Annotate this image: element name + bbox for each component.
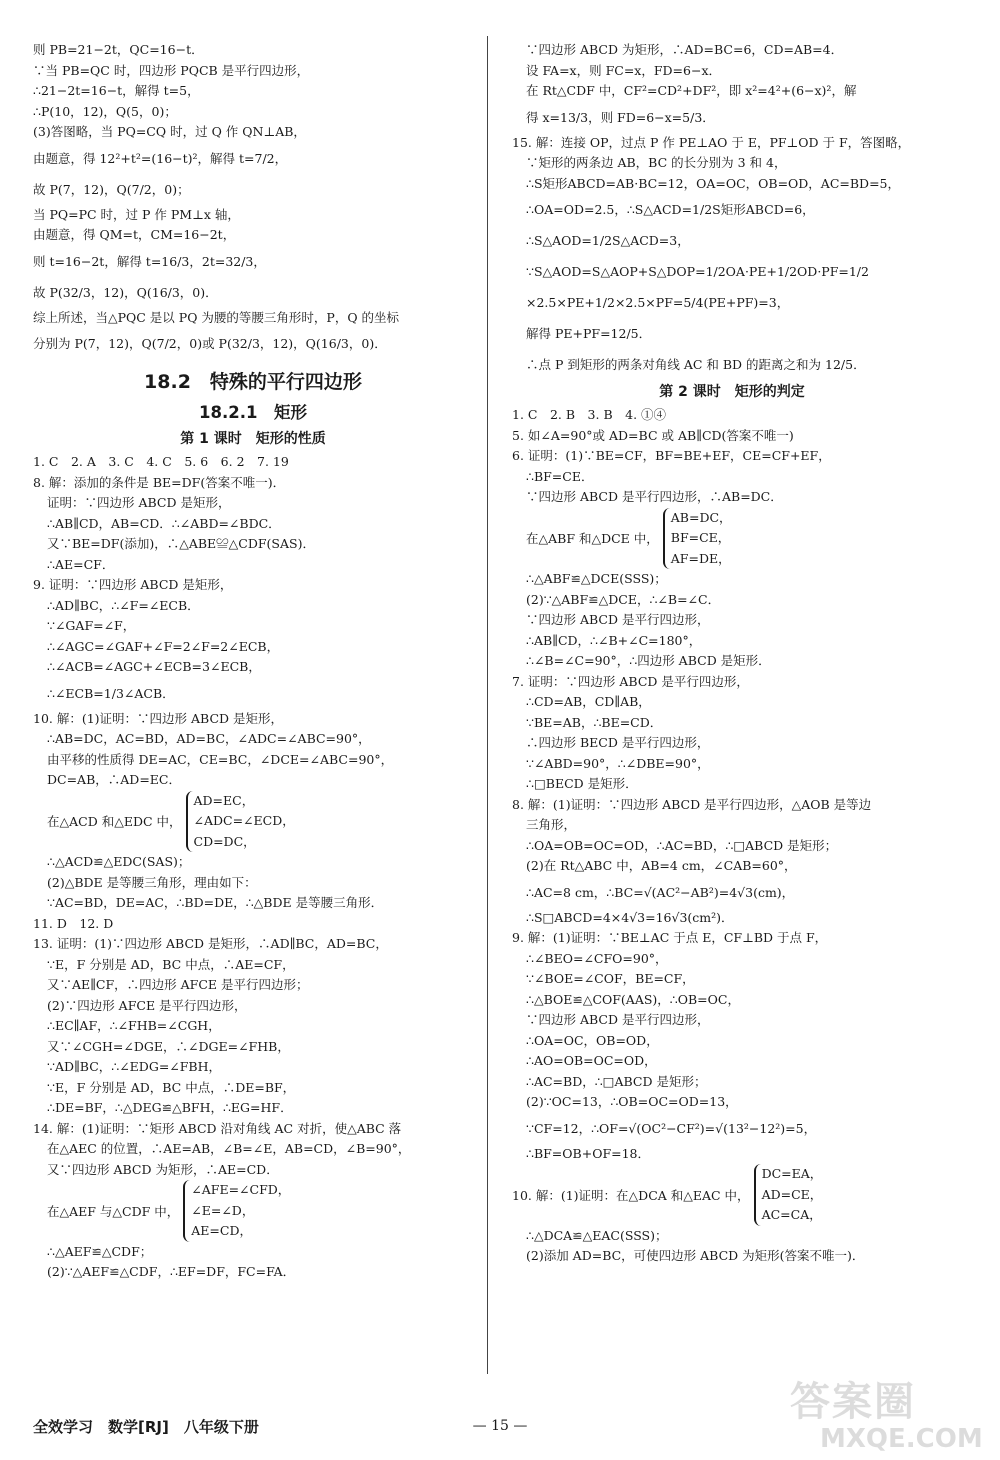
brace-condition: AD=EC， xyxy=(193,792,255,808)
right-column xyxy=(512,40,952,1267)
answer-line: ∴△ABF≌△DCE(SSS)； xyxy=(526,571,667,586)
answer-line: ∴AB∥CD，AB=CD．∴∠ABD=∠BDC． xyxy=(47,515,281,531)
answer-line: ∴□BECD 是矩形． xyxy=(526,776,638,791)
answer-line: 又∵AE∥CF，∴四边形 AFCE 是平行四边形； xyxy=(47,977,309,992)
footer-book-title: 全效学习 数学[RJ] 八年级下册 xyxy=(33,1418,259,1436)
answer-line: (2)∵四边形 AFCE 是平行四边形， xyxy=(47,997,247,1013)
answer-line: 6. 证明：(1)∵BE=CF，BF=BE+EF，CE=CF+EF， xyxy=(512,448,831,463)
equation-system-label: 10. 解：(1)证明：在△DCA 和△EAC 中， xyxy=(512,1187,750,1203)
answer-line: (2)在 Rt△ABC 中，AB=4 cm，∠CAB=60°， xyxy=(526,858,797,873)
answer-line: 11. D 12. D xyxy=(33,915,114,931)
answer-line: 5. 如∠A=90°或 AD=BC 或 AB∥CD(答案不唯一) xyxy=(512,427,794,443)
answer-line: ∵BE=AB，∴BE=CD． xyxy=(526,714,663,730)
answer-line: ∴DE=BF，∴△DEG≌△BFH，∴EG=HF． xyxy=(47,1100,293,1115)
answer-line: 由题意，得 12²+t²=(16−t)²，解得 t=7/2， xyxy=(33,150,288,166)
brace-condition: BF=CE， xyxy=(670,530,731,545)
answer-line: 设 FA=x，则 FC=x，FD=6−x． xyxy=(526,62,721,78)
answer-line: ∵四边形 ABCD 为矩形，∴AD=BC=6，CD=AB=4． xyxy=(526,42,844,57)
answer-line: ∴AC=8 cm，∴BC=√(AC²−AB²)=4√3(cm)， xyxy=(526,884,795,900)
answer-line: (3)答图略，当 PQ=CQ 时，过 Q 作 QN⊥AB， xyxy=(33,124,306,139)
watermark-text: 答案圈 xyxy=(790,1379,916,1425)
answer-line: ∴AD∥BC，∴∠F=∠ECB． xyxy=(47,597,200,613)
answer-line: 由平移的性质得 DE=AC，CE=BC，∠DCE=∠ABC=90°， xyxy=(47,751,394,767)
answer-line: ∴S△AOD=1/2S△ACD=3， xyxy=(526,233,690,248)
answer-line: ∴AC=BD，∴□ABCD 是矩形； xyxy=(526,1073,707,1089)
answer-line: ∵四边形 ABCD 是平行四边形，∴AB=DC． xyxy=(526,489,783,504)
answer-line: ∵四边形 ABCD 是平行四边形， xyxy=(526,612,710,627)
brace-condition: DC=EA， xyxy=(761,1166,823,1181)
answer-line: ∴BF=OB+OF=18． xyxy=(526,1145,650,1161)
answer-line: 7. 证明：∵四边形 ABCD 是平行四边形， xyxy=(512,673,749,689)
brace-condition: ∠ADC=∠ECD， xyxy=(193,813,295,828)
answer-line: ∴△AEF≌△CDF； xyxy=(47,1243,153,1259)
answer-line: ∴∠BEO=∠CFO=90°， xyxy=(526,950,668,966)
answer-line: 则 PB=21−2t，QC=16−t． xyxy=(33,42,204,57)
answer-line: 在△AEC 的位置，∴AE=AB，∠B=∠E，AB=CD，∠B=90°， xyxy=(47,1141,411,1156)
answer-line: 又∵∠CGH=∠DGE，∴∠DGE=∠FHB， xyxy=(47,1038,290,1054)
answer-line: 13. 证明：(1)∵四边形 ABCD 是矩形，∴AD∥BC，AD=BC， xyxy=(33,936,388,951)
answer-line: ∴△ACD≌△EDC(SAS)； xyxy=(47,854,191,869)
equation-system xyxy=(33,791,473,853)
answer-line: 10. 解：(1)证明：∵四边形 ABCD 是矩形， xyxy=(33,710,284,726)
answer-line: 故 P(7，12)，Q(7/2，0)； xyxy=(33,181,190,197)
answer-line: ∴S矩形ABCD=AB·BC=12，OA=OC，OB=OD，AC=BD=5， xyxy=(526,175,901,191)
answer-line: ∴P(10，12)，Q(5，0)； xyxy=(33,103,177,119)
answer-line: 在 Rt△CDF 中，CF²=CD²+DF²，即 x²=4²+(6−x)²，解 xyxy=(526,83,857,98)
answer-line: ∴∠AGC=∠GAF+∠F=2∠F=2∠ECB， xyxy=(47,638,280,654)
brace-condition: AE=CD， xyxy=(191,1223,252,1238)
answer-line: 1. C 2. B 3. B 4. ①④ xyxy=(512,407,667,422)
answer-line: 解得 PE+PF=12/5． xyxy=(526,326,652,341)
answer-line: ∴点 P 到矩形的两条对角线 AC 和 BD 的距离之和为 12/5． xyxy=(526,357,866,372)
answer-line: (2)∵OC=13，∴OB=OC=OD=13， xyxy=(526,1094,738,1109)
brace-conditions xyxy=(754,1164,823,1226)
answer-line: 又∵BE=DF(添加)，∴△ABE≌△CDF(SAS)． xyxy=(47,536,315,551)
brace-condition: ∠AFE=∠CFD， xyxy=(191,1182,291,1197)
answer-line: 分别为 P(7，12)，Q(7/2，0)或 P(32/3，12)，Q(16/3，0)． xyxy=(33,336,387,351)
answer-line: ∴EC∥AF，∴∠FHB=∠CGH， xyxy=(47,1018,221,1033)
brace-condition: AF=DE， xyxy=(670,550,731,566)
answer-line: ∵四边形 ABCD 是平行四边形， xyxy=(526,1012,710,1027)
answer-line: 14. 解：(1)证明：∵矩形 ABCD 沿对角线 AC 对折，使△ABC 落 xyxy=(33,1120,402,1136)
section-heading: 第 2 课时 矩形的判定 xyxy=(659,384,805,400)
answer-line: (2)∵△AEF≌△CDF，∴EF=DF，FC=FA． xyxy=(47,1264,296,1279)
answer-line: ∴OA=OC，OB=OD， xyxy=(526,1032,659,1048)
section-heading: 18.2.1 矩形 xyxy=(199,403,307,422)
answer-line: ∴AB∥CD，∴∠B+∠C=180°， xyxy=(526,632,702,648)
brace-conditions xyxy=(183,1180,290,1242)
section-heading: 第 1 课时 矩形的性质 xyxy=(180,431,326,447)
column-divider xyxy=(487,36,488,1374)
answer-line: 15. 解：连接 OP，过点 P 作 PE⊥AO 于 E，PF⊥OD 于 F，答图略， xyxy=(512,134,911,150)
equation-system xyxy=(512,508,952,570)
answer-line: ∴CD=AB，CD∥AB， xyxy=(526,694,651,709)
answer-line: 三角形， xyxy=(526,817,577,832)
answer-line: ×2.5×PE+1/2×2.5×PF=5/4(PE+PF)=3， xyxy=(526,295,790,310)
answer-line: ∵E，F 分别是 AD，BC 中点，∴AE=CF， xyxy=(47,956,295,972)
brace-condition: ∠E=∠D， xyxy=(191,1202,255,1218)
answer-line: ∴∠ECB=1/3∠ACB． xyxy=(47,685,175,701)
answer-line: ∵AC=BD，DE=AC，∴BD=DE，∴△BDE 是等腰三角形． xyxy=(47,895,384,910)
section-heading: 18.2 特殊的平行四边形 xyxy=(144,371,362,393)
answer-line: ∴AB=DC，AC=BD，AD=BC，∠ADC=∠ABC=90°， xyxy=(47,731,371,746)
equation-system xyxy=(33,1180,473,1242)
answer-line: 9. 证明：∵四边形 ABCD 是矩形， xyxy=(33,577,233,592)
watermark-url: MXQE.COM xyxy=(820,1424,983,1454)
answer-line: ∴BF=CE． xyxy=(526,468,594,484)
answer-line: 则 t=16−2t，解得 t=16/3，2t=32/3， xyxy=(33,253,266,269)
answer-line: ∵矩形的两条边 AB，BC 的长分别为 3 和 4， xyxy=(526,155,787,170)
equation-system-label: 在△AEF 与△CDF 中， xyxy=(47,1203,180,1219)
answer-line: (2)添加 AD=BC，可使四边形 ABCD 为矩形(答案不唯一)． xyxy=(526,1248,865,1263)
answer-line: 8. 解：(1)证明：∵四边形 ABCD 是平行四边形，△AOB 是等边 xyxy=(512,796,872,812)
answer-line: (2)∵△ABF≌△DCE，∴∠B=∠C． xyxy=(526,591,721,607)
answer-line: ∵∠GAF=∠F， xyxy=(47,618,136,633)
answer-line: 证明：∵四边形 ABCD 是矩形， xyxy=(47,495,231,510)
answer-line: 当 PQ=PC 时，过 P 作 PM⊥x 轴， xyxy=(33,206,240,222)
answer-line: ∴S□ABCD=4×4√3=16√3(cm²)． xyxy=(526,909,734,925)
answer-line: 1. C 2. A 3. C 4. C 5. 6 6. 2 7. 19 xyxy=(33,454,289,469)
page-number: — 15 — xyxy=(472,1418,528,1434)
answer-line: ∵E，F 分别是 AD，BC 中点，∴DE=BF， xyxy=(47,1079,296,1095)
answer-line: ∵S△AOD=S△AOP+S△DOP=1/2OA·PE+1/2OD·PF=1/2 xyxy=(526,264,869,279)
left-column xyxy=(33,40,473,1283)
answer-line: DC=AB，∴AD=EC． xyxy=(47,772,181,787)
answer-line: ∵∠BOE=∠COF，BE=CF， xyxy=(526,971,695,986)
answer-line: ∴∠ACB=∠AGC+∠ECB=3∠ECB， xyxy=(47,659,261,674)
answer-line: ∵当 PB=QC 时，四边形 PQCB 是平行四边形， xyxy=(33,62,310,78)
answer-line: 由题意，得 QM=t，CM=16−2t， xyxy=(33,227,236,242)
brace-conditions xyxy=(663,508,732,570)
answer-line: 8. 解：添加的条件是 BE=DF(答案不唯一)． xyxy=(33,474,286,490)
brace-condition: AB=DC， xyxy=(670,509,732,525)
answer-line: ∴21−2t=16−t，解得 t=5， xyxy=(33,83,200,98)
answer-line: ∵CF=12，∴OF=√(OC²−CF²)=√(13²−12²)=5， xyxy=(526,1120,817,1136)
brace-condition: AD=CE， xyxy=(761,1186,823,1202)
watermark-logo xyxy=(790,1380,990,1460)
equation-system xyxy=(512,1164,952,1226)
answer-line: 得 x=13/3，则 FD=6−x=5/3． xyxy=(526,109,715,125)
brace-condition: AC=CA， xyxy=(761,1207,822,1222)
answer-line: ∴∠B=∠C=90°，∴四边形 ABCD 是矩形． xyxy=(526,653,771,668)
answer-line: ∴△DCA≌△EAC(SSS)； xyxy=(526,1227,668,1243)
answer-line: 又∵四边形 ABCD 为矩形，∴AE=CD． xyxy=(47,1161,279,1177)
brace-conditions xyxy=(186,791,295,853)
answer-line: 综上所述，当△PQC 是以 PQ 为腰的等腰三角形时，P，Q 的坐标 xyxy=(33,309,400,325)
answer-line: ∴AE=CF． xyxy=(47,556,115,572)
equation-system-label: 在△ABF 和△DCE 中， xyxy=(526,531,659,547)
answer-line: ∴四边形 BECD 是平行四边形， xyxy=(526,735,710,750)
answer-line: ∴△BOE≌△COF(AAS)，∴OB=OC， xyxy=(526,991,740,1007)
answer-line: ∵∠ABD=90°，∴∠DBE=90°， xyxy=(526,755,710,771)
answer-line: ∴OA=OD=2.5，∴S△ACD=1/2S矩形ABCD=6， xyxy=(526,202,815,217)
answer-line: ∵AD∥BC，∴∠EDG=∠FBH， xyxy=(47,1059,222,1074)
answer-line: ∴OA=OB=OC=OD，∴AC=BD，∴□ABCD 是矩形； xyxy=(526,837,838,853)
answer-line: ∴AO=OB=OC=OD， xyxy=(526,1053,657,1068)
answer-line: (2)△BDE 是等腰三角形，理由如下： xyxy=(47,874,257,890)
equation-system-label: 在△ACD 和△EDC 中， xyxy=(47,814,182,830)
brace-condition: CD=DC， xyxy=(193,833,256,849)
answer-line: 故 P(32/3，12)，Q(16/3，0)． xyxy=(33,284,218,300)
answer-line: 9. 解：(1)证明：∵BE⊥AC 于点 E，CF⊥BD 于点 F， xyxy=(512,930,828,945)
